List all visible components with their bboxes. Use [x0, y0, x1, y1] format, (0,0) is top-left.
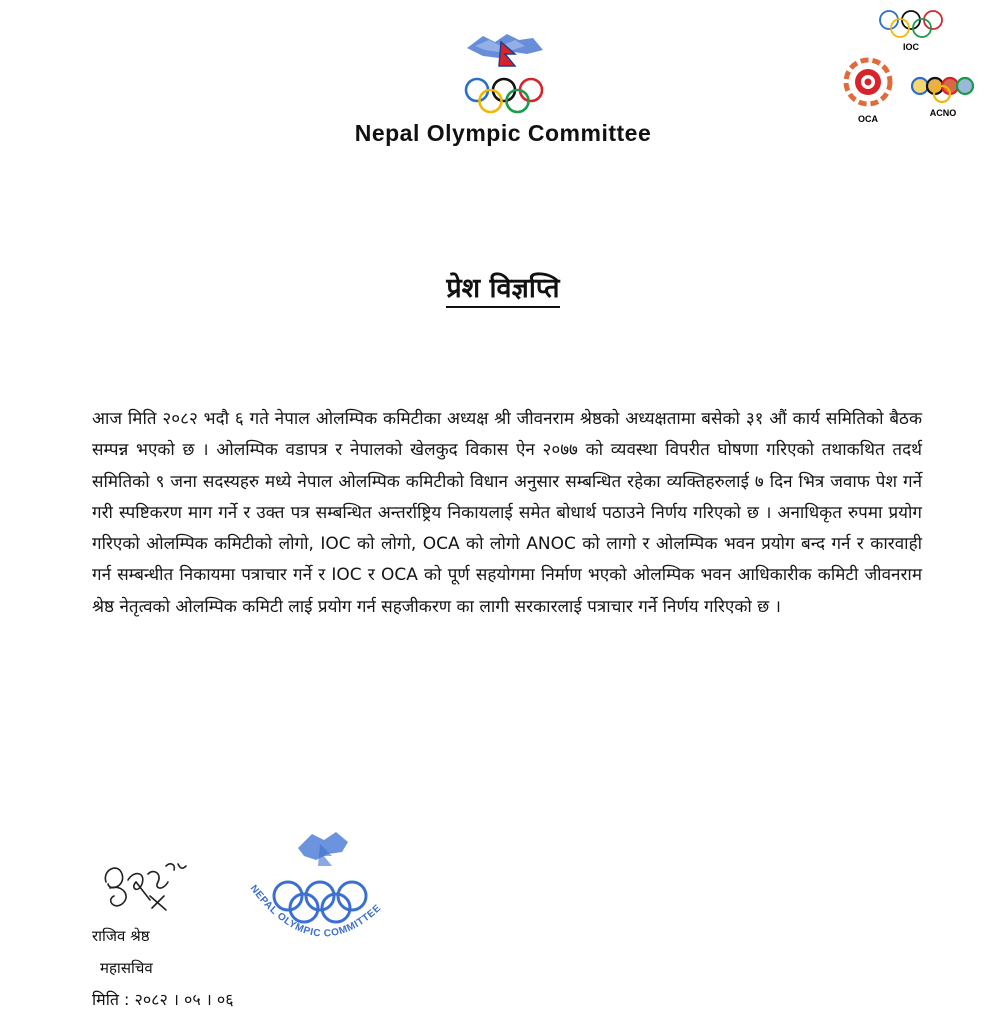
- ioc-caption: IOC: [902, 42, 920, 52]
- document-date: मिति : २०८२ । ०५ । ०६: [92, 990, 234, 1009]
- document-title: [0, 268, 1000, 305]
- seal-text: NEPAL OLYMPIC COMMITTEE: [247, 883, 384, 940]
- oca-logo: [834, 52, 900, 126]
- nepal-olympic-committee-logo: [455, 28, 555, 118]
- anoc-caption: ACNO: [929, 108, 957, 118]
- olympic-committee-seal: [236, 826, 396, 946]
- signer-name: राजिव श्रेष्ठ: [92, 927, 150, 945]
- ioc-logo: [872, 6, 950, 54]
- oca-caption: OCA: [858, 114, 878, 124]
- organization-name: Nepal Olympic Committee: [354, 120, 652, 146]
- document-title-text: प्रेश विज्ञप्ति: [446, 273, 559, 308]
- press-release-body: आज मिति २०८२ भदौ ६ गते नेपाल ओलम्पिक कमिटीका अध्यक्ष श्री जीवनराम श्रेष्ठको अध्यक्षतामा बसेको ३१ औं कार्य समितिको बैठक सम्पन्न भएको छ । ओलम्पिक वडापत्र र नेपालको खेलकुद विकास ऐन २०७७ को व्यवस्था विपरीत घोषणा गरिएको तथाकथित तदर्थ समितिको ९ जना सदस्यहरु मध्ये नेपाल ओलम्पिक कमिटीको विधान अनुसार सम्बन्धित रहेका व्यक्तिहरुलाई ७ दिन भित्र जवाफ पेश गर्ने गरी स्पष्टिकरण माग गर्ने र उक्त पत्र सम्बन्धित अन्तर्राष्ट्रिय निकायलाई समेत बोधार्थ पठाउने निर्णय गरिएको छ । अनाधिकृत रुपमा प्रयोग गरिएको ओलम्पिक कमिटीको लोगो, IOC को लोगो, OCA को लोगो ANOC को लागो र ओलम्पिक भवन प्रयोग बन्द गर्न र कारवाही गर्न सम्बन्धीत निकायमा पत्राचार गर्ने र IOC र OCA को पूर्ण सहयोगमा निर्माण भएको ओलम्पिक भवन आधिकारीक कमिटी जीवनराम श्रेष्ठ नेतृत्वको ओलम्पिक कमिटी लाई प्रयोग गर्न सहजीकरण का लागी सरकारलाई पत्राचार गर्ने निर्णय गरिएको छ ।: [92, 409, 922, 617]
- handwritten-signature: [92, 852, 192, 924]
- anoc-logo: [906, 70, 980, 120]
- signer-title: महासचिव: [100, 959, 153, 977]
